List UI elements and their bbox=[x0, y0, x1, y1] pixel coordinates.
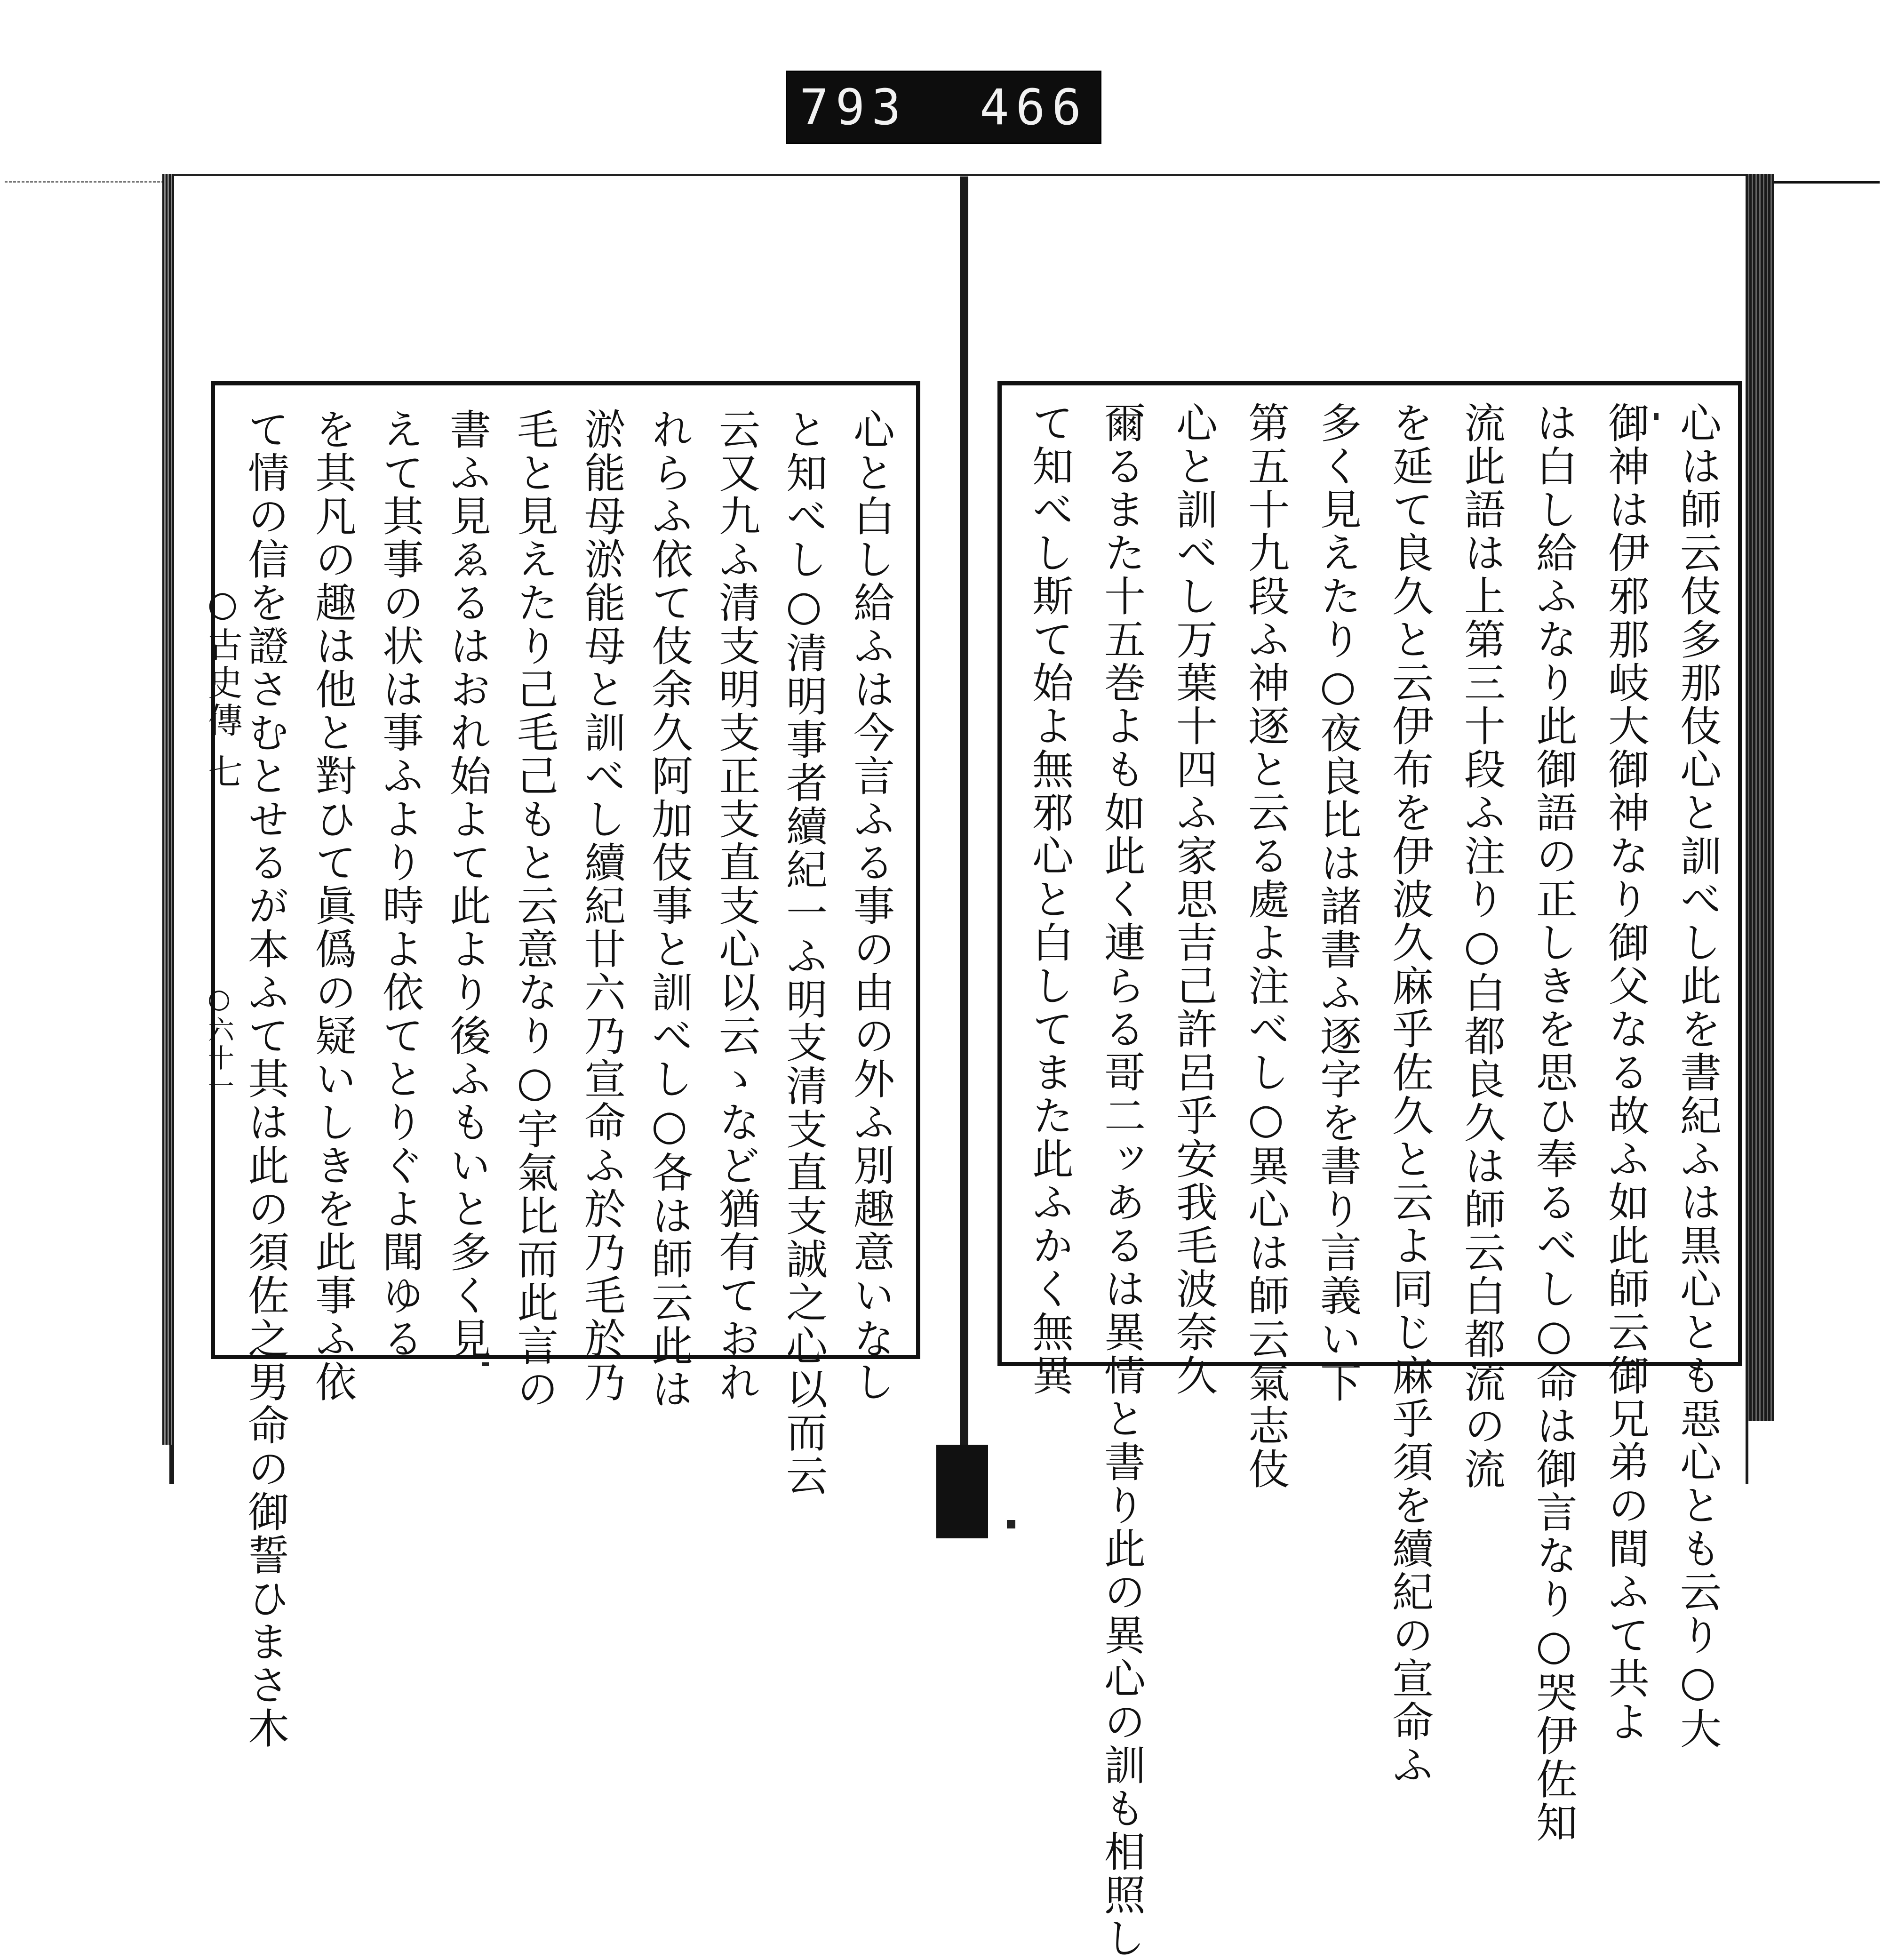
text-column: と知べし○清明事者續紀一ふ明支清支直支誠之心以而云 bbox=[780, 408, 828, 1497]
text-column: 御神は伊邪那岐大御神なり御父なる故ふ如此師云御兄弟の間ふて共よ bbox=[1602, 401, 1650, 1744]
text-column: えて其事の状は事ふより時よ依てとりぐよ聞ゆる bbox=[376, 408, 424, 1360]
right-edge-line bbox=[1774, 181, 1880, 184]
right-text-frame bbox=[997, 381, 1742, 1960]
catalogue-number-label bbox=[786, 71, 1101, 144]
spine-foot bbox=[936, 1445, 988, 1538]
left-page-edge bbox=[162, 174, 174, 1445]
text-column: 爾るまた十五巻よも如此く連らる哥二ッあるは異情と書り此の異心の訓も相照し bbox=[1098, 401, 1146, 1960]
scan-speck bbox=[1007, 1520, 1015, 1528]
text-column: て知べし斯て始よ無邪心と白してまた此ふかく無異 bbox=[1026, 401, 1074, 1397]
text-column: を延て良久と云伊布を伊波久麻乎佐久と云よ同じ麻乎須を續紀の宣命ふ bbox=[1386, 401, 1434, 1787]
text-column: 心は師云伎多那伎心と訓べし此を書紀ふは黒心とも惡心とも云り○大 bbox=[1674, 401, 1722, 1751]
left-text-frame bbox=[211, 381, 920, 1750]
text-column: て情の信を證さむとせるが本ふて其は此の須佐之男命の御誓ひまさ木 bbox=[241, 408, 290, 1750]
margin-title: ○古史傳 七 bbox=[202, 584, 243, 792]
margin-folio: ○六十一 bbox=[204, 984, 234, 1101]
text-column: 心と訓べし万葉十四ふ家思吉己許呂乎安我毛波奈久 bbox=[1170, 401, 1218, 1397]
text-column: 多く見えたり○夜良比は諸書ふ逐字を書り言義い下 bbox=[1314, 401, 1362, 1404]
text-column: 心と白し給ふは今言ふる事の由の外ふ別趣意いなし bbox=[847, 408, 895, 1404]
text-column: は白し給ふなり此御語の正しきを思ひ奉るべし○命は御言なり○哭伊佐知 bbox=[1530, 401, 1578, 1844]
text-column: 云又九ふ清支明支正支直支心以云ゝなど猶有ておれ bbox=[712, 408, 761, 1404]
scan-speck bbox=[482, 1362, 489, 1366]
book-spine bbox=[960, 176, 968, 1447]
scan-speck bbox=[1654, 413, 1659, 420]
text-column: 第五十九段ふ神逐と云る處よ注べし○異心は師云氣志伎 bbox=[1242, 401, 1290, 1491]
text-column: を其凡の趣は他と對ひて眞僞の疑いしきを此事ふ依 bbox=[309, 408, 357, 1404]
text-column: 毛と見えたり己毛己もと云意なり○宇氣比而此言の bbox=[510, 408, 559, 1411]
catalogue-number: 793 466 bbox=[799, 79, 1088, 136]
text-column: 書ふ見ゑるはおれ始よて此より後ふもいと多く見 bbox=[443, 408, 492, 1360]
text-column: 流此語は上第三十段ふ注り○白都良久は師云白都流の流 bbox=[1458, 401, 1506, 1491]
right-page-edge bbox=[1746, 174, 1774, 1421]
text-column: れらふ依て伎余久阿加伎事と訓べし○各は師云此は bbox=[645, 408, 694, 1411]
text-column: 淤能母淤能母と訓べし續紀廿六乃宣命ふ於乃毛於乃 bbox=[578, 408, 626, 1404]
